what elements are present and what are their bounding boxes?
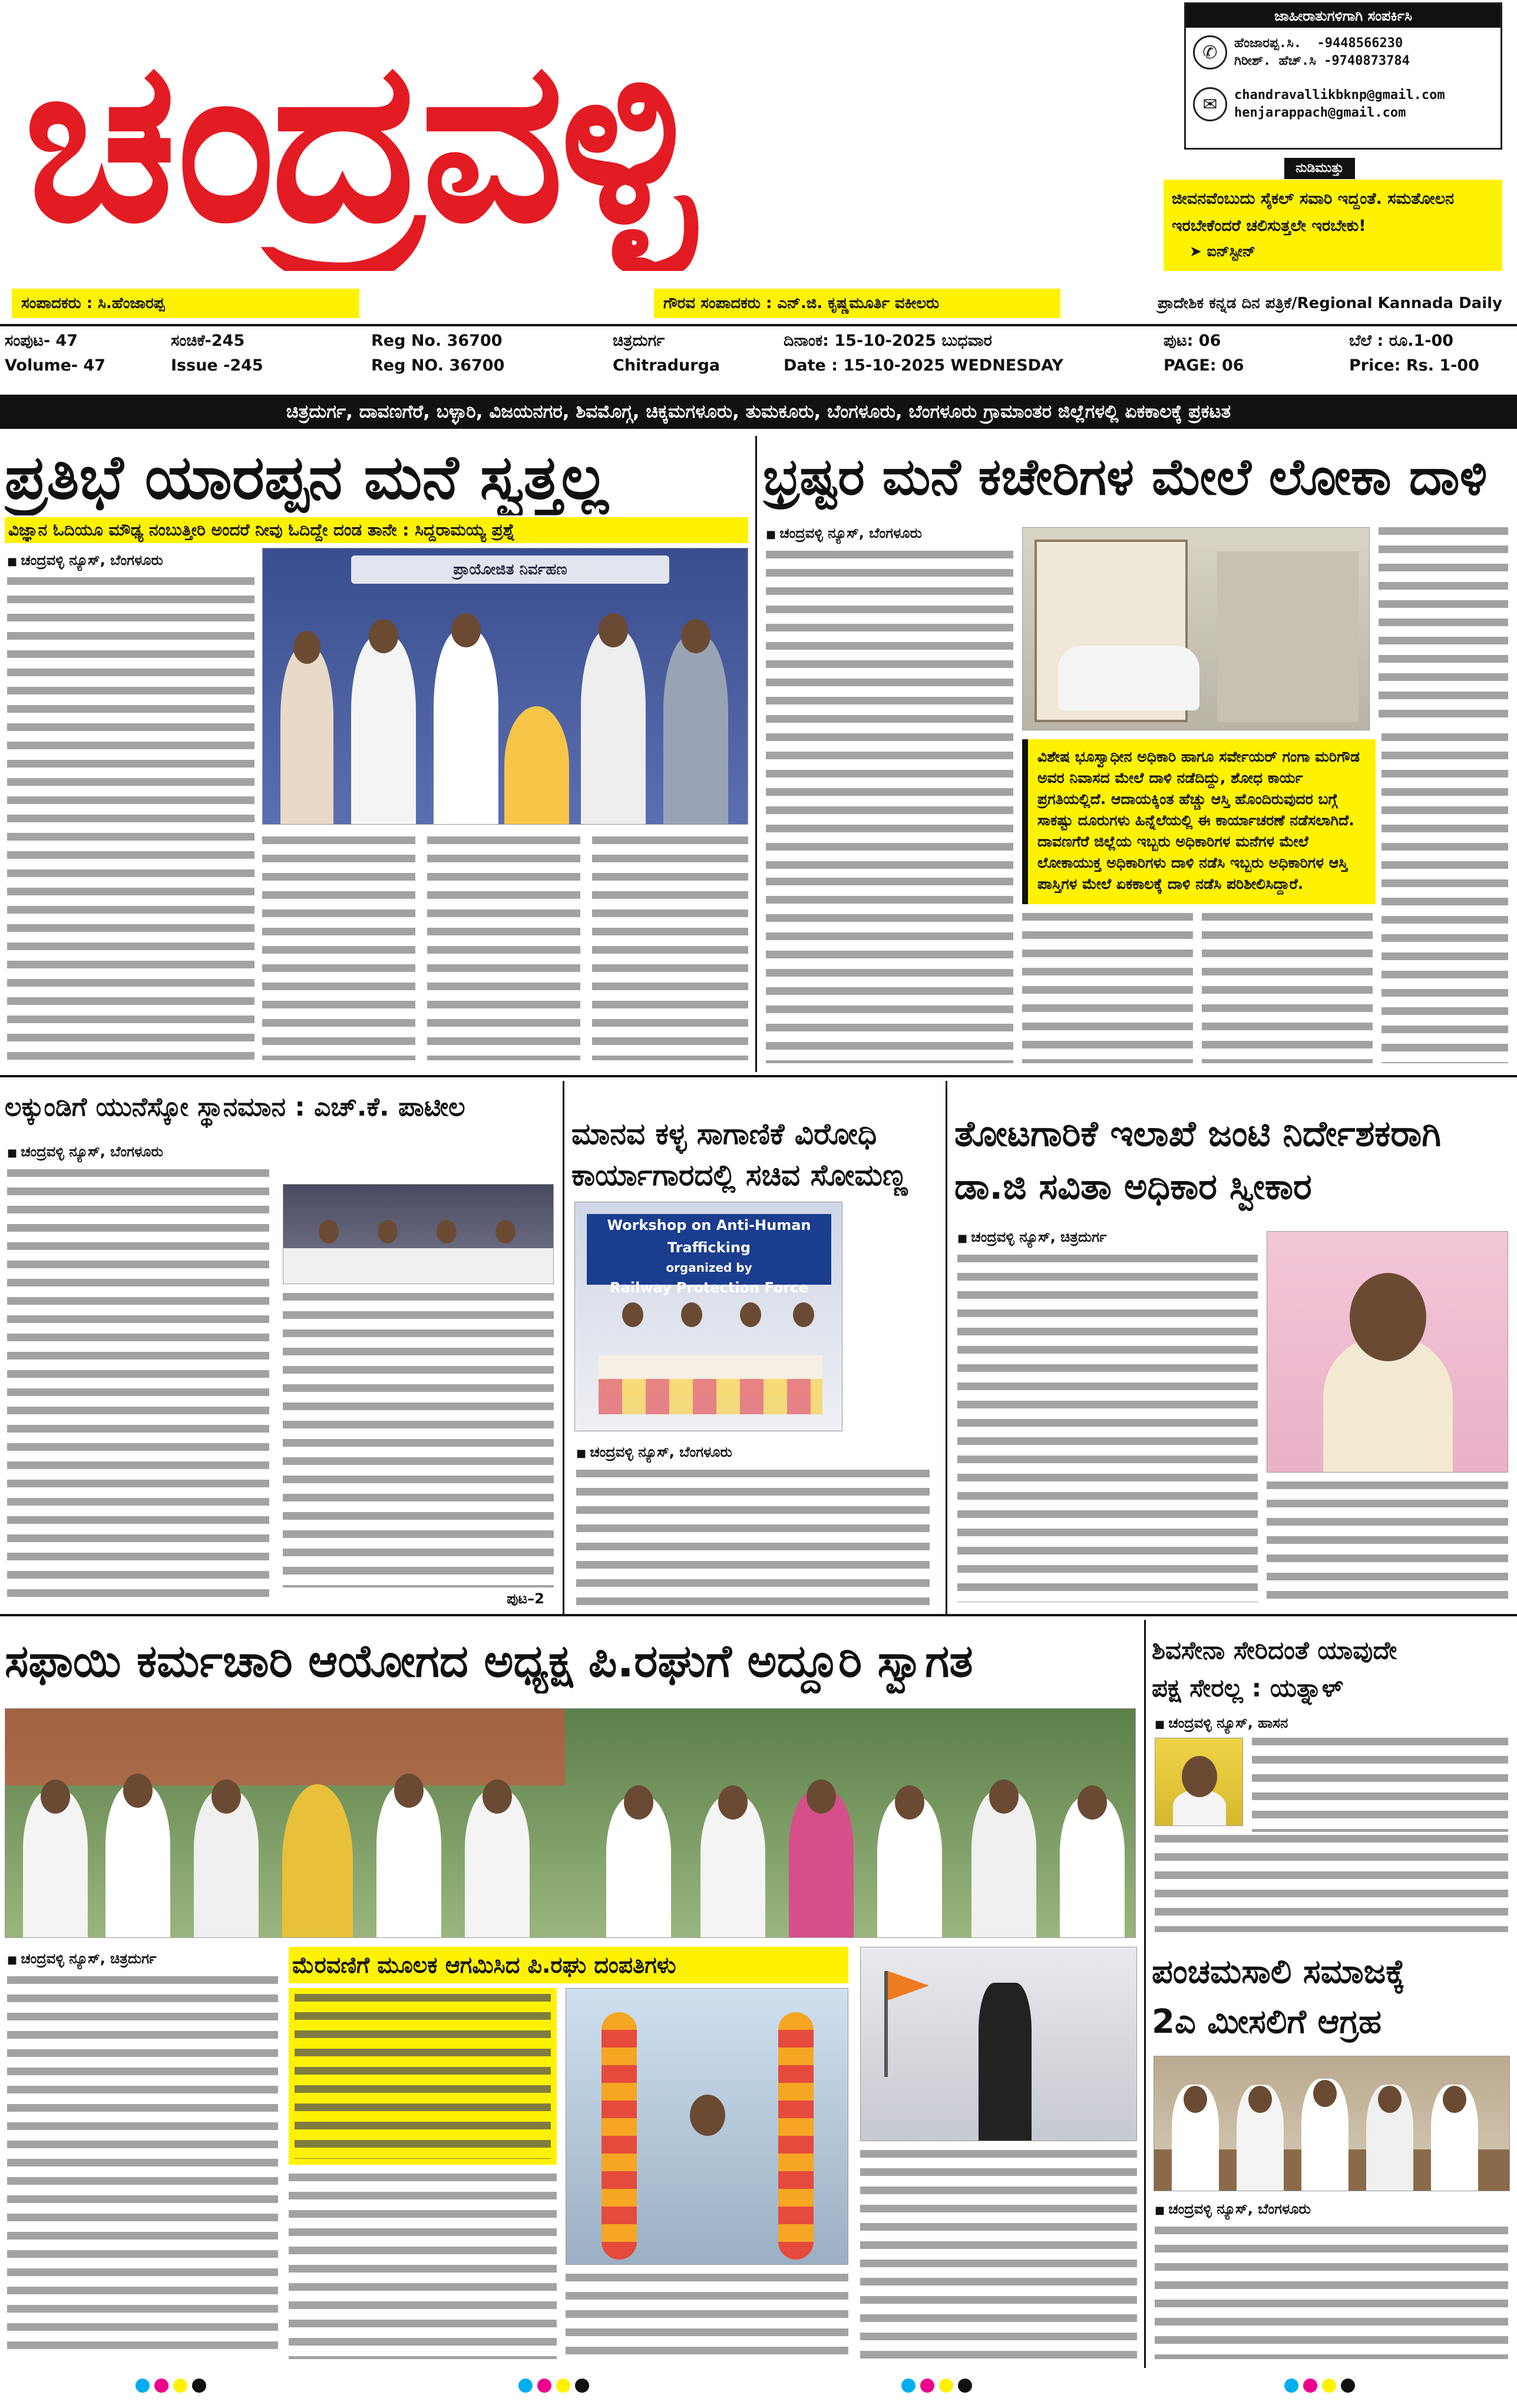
photo-trafficking-workshop [574, 1202, 842, 1431]
article-text-unesco-col-2 [283, 1293, 554, 1587]
article-text-lokayukta-col-5 [1022, 913, 1193, 1063]
article-text-horticulture-col-1 [957, 1255, 1258, 1602]
article-text-safai-col-1 [7, 1976, 278, 2359]
headline-lokayukta: ಭ್ರಷ್ಟರ ಮನೆ ಕಚೇರಿಗಳ ಮೇಲೆ ಲೋಕಾ ದಾಳಿ [763, 448, 1488, 507]
article-text-talent-col-4 [592, 836, 748, 1060]
workshop-banner-org: organized by [666, 1261, 752, 1275]
byline-safai: ■ ಚಂದ್ರವಳ್ಳಿ ನ್ಯೂಸ್, ಚಿತ್ರದುರ್ಗ [7, 1950, 157, 1969]
photo-safai-statue [860, 1947, 1137, 2141]
article-text-lokayukta-col-1 [766, 551, 1013, 869]
row-divider [0, 1075, 1517, 1077]
article-text-unesco-col-1 [7, 1169, 269, 1605]
article-text-lokayukta-col-6 [1202, 913, 1373, 1063]
issue-en: Issue -245 [171, 356, 263, 375]
photo-yatnal [1155, 1738, 1243, 1826]
headline-shivsena-2: ಪಕ್ಷ ಸೇರಲ್ಲ : ಯತ್ನಾಳ್ [1152, 1673, 1344, 1702]
article-text-safai-col-4 [860, 2150, 1137, 2359]
headline-panchamasali-2: 2ಎ ಮೀಸಲಿಗೆ ಆಗ್ರಹ [1152, 2003, 1382, 2041]
article-text-panchamasali [1155, 2227, 1508, 2359]
ad-email-row [1193, 87, 1445, 122]
article-text-shivsena-col-1 [1252, 1738, 1508, 1832]
ad-phone-2: ಗಿರೀಶ್. ಹೆಚ್.ಸಿ -9740873784 [1234, 54, 1410, 68]
byline-shivsena: ■ ಚಂದ್ರವಳ್ಳಿ ನ್ಯೂಸ್, ಹಾಸನ [1155, 1714, 1288, 1734]
date-en: Date : 15-10-2025 WEDNESDAY [784, 356, 1063, 375]
whatsapp-phone-icon: ✆ [1193, 35, 1227, 70]
headline-talent: ಪ್ರತಿಭೆ ಯಾರಪ್ಪನ ಮನೆ ಸ್ವತ್ತಲ್ಲ [5, 441, 609, 513]
workshop-banner-title: Workshop on Anti-Human Trafficking [607, 1217, 811, 1256]
page-number-kn: ಪುಟ: 06 [1164, 332, 1221, 350]
lokayukta-callout: ವಿಶೇಷ ಭೂಸ್ವಾಧೀನ ಅಧಿಕಾರಿ ಹಾಗೂ ಸರ್ವೇಯರ್ ಗಂಗಾ ಮರಿಗೌಡ ಅವರ ನಿವಾಸದ ಮೇಲೆ ದಾಳಿ ನಡೆದಿದ್ದು, ಶೋಧ ಕಾರ್ಯ ಪ್ರಗತಿಯಲ್ಲಿದೆ. ಆದಾಯಕ್ಕಿಂತ ಹೆಚ್ಚು ಆಸ್ತಿ ಹೊಂದಿರುವುದರ ಬಗ್ಗೆ ಸಾಕಷ್ಟು ದೂರುಗಳು ಹಿನ್ನೆಲೆಯಲ್ಲಿ ಈ ಕಾರ್ಯಾಚರಣೆ ನಡೆಸಲಾಗಿದೆ. ದಾವಣಗೆರೆ ಜಿಲ್ಲೆಯ ಇಬ್ಬರು ಅಧಿಕಾರಿಗಳ ಮನೆಗಳ ಮೇಲೆ ಲೋಕಾಯುಕ್ತ ಅಧಿಕಾರಿಗಳು ದಾಳಿ ನಡೆಸಿ ಇಬ್ಬರು ಅಧಿಕಾರಿಗಳ ಆಸ್ತಿ ಪಾಸ್ತಿಗಳ ಮೇಲೆ ಏಕಕಾಲಕ್ಕೆ ದಾಳಿ ನಡೆಸಿ ಪರಿಶೀಲಿಸಿದ್ದಾರೆ. [1022, 739, 1376, 904]
article-text-lokayukta-col-4 [1382, 733, 1508, 1063]
quote-author: ➤ ಐನ್‌ಸ್ಟೀನ್ [1189, 243, 1256, 260]
continued-marker: ಪುಟ–2 [507, 1590, 544, 1607]
article-text-trafficking [576, 1470, 930, 1608]
print-registration-marks [901, 2379, 972, 2393]
headline-panchamasali-1: ಪಂಚಮಸಾಲಿ ಸಮಾಜಕ್ಕೆ [1152, 1953, 1406, 1991]
print-registration-marks [518, 2379, 589, 2393]
byline-trafficking: ■ ಚಂದ್ರವಳ್ಳಿ ನ್ಯೂಸ್, ಬೆಂಗಳೂರು [576, 1443, 732, 1463]
headline-horticulture-2: ಡಾ.ಜಿ ಸವಿತಾ ಅಧಿಕಾರ ಸ್ವೀಕಾರ [954, 1166, 1312, 1208]
article-text-shivsena-col-2 [1155, 1835, 1508, 1932]
reg-number-2: Reg NO. 36700 [371, 356, 505, 375]
price-en: Price: Rs. 1-00 [1349, 356, 1479, 375]
column-rule [563, 1081, 564, 1614]
ad-email-2[interactable]: henjarappach@gmail.com [1234, 105, 1406, 120]
advertising-contact-box [1184, 2, 1502, 150]
workshop-banner-rpf: Railway Protection Force [610, 1279, 808, 1296]
date-kn: ದಿನಾಂಕ: 15-10-2025 ಬುಧವಾರ [784, 332, 992, 350]
reg-number-1: Reg No. 36700 [371, 332, 503, 350]
photo-safai-procession [566, 1988, 848, 2265]
article-text-lokayukta-col-2 [766, 878, 1013, 1063]
honorary-editor-name: ಗೌರವ ಸಂಪಾದಕರು : ಎನ್.ಜಿ. ಕೃಷ್ಣಮೂರ್ತಿ ವಕೀಲರು [654, 289, 1060, 318]
headline-trafficking-1: ಮಾನವ ಕಳ್ಳ ಸಾಗಾಣಿಕೆ ವಿರೋಧಿ [571, 1117, 877, 1151]
ad-phone-1: ಹೆಂಜಾರಪ್ಪ.ಸಿ. -9448566230 [1234, 36, 1403, 51]
byline-lokayukta: ■ ಚಂದ್ರವಳ್ಳಿ ನ್ಯೂಸ್, ಬೆಂಗಳೂರು [766, 524, 922, 544]
ad-phone-row [1193, 35, 1410, 70]
article-text-safai-highlight [295, 1994, 551, 2159]
byline-panchamasali: ■ ಚಂದ್ರವಳ್ಳಿ ನ್ಯೂಸ್, ಬೆಂಗಳೂರು [1155, 2200, 1311, 2220]
subhead-talent: ವಿಜ್ಞಾನ ಓದಿಯೂ ಮೌಢ್ಯ ನಂಬುತ್ತೀರಿ ಅಂದರೆ ನೀವು ಓದಿದ್ದೇ ದಂಡ ತಾನೇ : ಸಿದ್ದರಾಮಯ್ಯ ಪ್ರಶ್ನೆ [8, 520, 515, 540]
headline-horticulture-1: ತೋಟಗಾರಿಕೆ ಇಲಾಖೆ ಜಂಟಿ ನಿರ್ದೇಶಕರಾಗಿ [954, 1113, 1442, 1155]
photo-talent-event [262, 548, 748, 825]
article-text-talent-col-1 [7, 577, 255, 1060]
headline-unesco: ಲಕ್ಕುಂಡಿಗೆ ಯುನೆಸ್ಕೋ ಸ್ಥಾನಮಾನ : ಎಚ್.ಕೆ. ಪಾಟೀಲ [5, 1092, 465, 1122]
city-kn: ಚಿತ್ರದುರ್ಗ [613, 332, 665, 350]
photo-panchamasali-meeting [1154, 2056, 1510, 2191]
row-divider [0, 1614, 1517, 1616]
photo-unesco-meeting [283, 1184, 554, 1284]
regional-tagline: ಪ್ರಾದೇಶಿಕ ಕನ್ನಡ ದಿನ ಪತ್ರಿಕೆ/Regional Kannada Daily [1157, 295, 1502, 312]
envelope-icon: ✉ [1193, 87, 1227, 121]
volume-kn: ಸಂಪುಟ- 47 [5, 332, 78, 350]
quote-tab: ನುಡಿಮುತ್ತು [1284, 158, 1355, 179]
subhead-safai: ಮೆರವಣಿಗೆ ಮೂಲಕ ಆಗಮಿಸಿದ ಪಿ.ರಘು ದಂಪತಿಗಳು [292, 1952, 676, 1978]
masthead-divider [0, 324, 1517, 326]
page-number-en: PAGE: 06 [1164, 356, 1244, 375]
print-registration-marks [135, 2379, 206, 2393]
column-rule [946, 1081, 947, 1614]
article-text-horticulture-col-2 [1267, 1481, 1508, 1605]
headline-safai: ಸಫಾಯಿ ಕರ್ಮಚಾರಿ ಆಯೋಗದ ಅಧ್ಯಕ್ಷ ಪಿ.ರಘುಗೆ ಅದ್ದೂರಿ ಸ್ವಾಗತ [5, 1635, 973, 1687]
article-text-lokayukta-col-3 [1379, 527, 1508, 722]
byline-talent: ■ ಚಂದ್ರವಳ್ಳಿ ನ್ಯೂಸ್, ಬೆಂಗಳೂರು [7, 551, 163, 571]
price-kn: ಬೆಲೆ : ರೂ.1-00 [1349, 332, 1454, 350]
ad-email-1[interactable]: chandravallikbknp@gmail.com [1234, 88, 1445, 102]
quote-box [1164, 180, 1502, 271]
article-text-talent-col-2 [262, 836, 415, 1060]
article-text-safai-col-2 [289, 2174, 557, 2359]
ad-box-header: ಜಾಹೀರಾತುಗಳಿಗಾಗಿ ಸಂಪರ್ಕಿಸಿ [1186, 4, 1501, 28]
article-text-talent-col-3 [427, 836, 580, 1060]
print-registration-marks [1284, 2379, 1355, 2393]
column-rule [755, 436, 757, 1072]
byline-horticulture: ■ ಚಂದ್ರವಳ್ಳಿ ನ್ಯೂಸ್, ಚಿತ್ರದುರ್ಗ [957, 1228, 1107, 1248]
photo-safai-welcome [5, 1708, 1136, 1938]
issue-kn: ಸಂಚಿಕೆ-245 [171, 332, 245, 350]
article-text-safai-col-3 [566, 2274, 848, 2359]
photo-stage-banner: ಪ್ರಾಯೋಜಿತ ನಿರ್ವಹಣ [351, 555, 669, 584]
photo-lokayukta-house [1022, 527, 1370, 730]
district-coverage-bar: ಚಿತ್ರದುರ್ಗ, ದಾವಣಗೆರೆ, ಬಳ್ಳಾರಿ, ವಿಜಯನಗರ, ಶಿವಮೊಗ್ಗ, ಚಿಕ್ಕಮಗಳೂರು, ತುಮಕೂರು, ಬೆಂಗಳೂರು, ಬೆಂಗಳೂರು ಗ್ರಾಮಾಂತರ ಜಿಲ್ಲೆಗಳಲ್ಲಿ ಏಕಕಾಲಕ್ಕೆ ಪ್ರಕಟತ [0, 395, 1517, 429]
city-en: Chitradurga [613, 356, 721, 375]
quote-text: ಜೀವನವೆಂಬುದು ಸೈಕಲ್ ಸವಾರಿ ಇದ್ದಂತೆ. ಸಮತೋಲನ ಇರಬೇಕೆಂದರೆ ಚಲಿಸುತ್ತಲೇ ಇರಬೇಕು! [1172, 190, 1455, 235]
column-rule [1144, 1620, 1146, 2368]
volume-en: Volume- 47 [5, 356, 106, 375]
byline-unesco: ■ ಚಂದ್ರವಳ್ಳಿ ನ್ಯೂಸ್, ಬೆಂಗಳೂರು [7, 1143, 163, 1162]
editor-name: ಸಂಪಾದಕರು : ಸಿ.ಹೆಂಜಾರಪ್ಪ [12, 289, 359, 318]
photo-dr-savitha [1267, 1231, 1508, 1473]
headline-trafficking-2: ಕಾರ್ಯಾಗಾರದಲ್ಲಿ ಸಚಿವ ಸೋಮಣ್ಣ [571, 1158, 908, 1192]
masthead-title: ಚಂದ್ರವಳ್ಳಿ [24, 12, 692, 271]
headline-shivsena-1: ಶಿವಸೇನಾ ಸೇರಿದಂತೆ ಯಾವುದೇ [1152, 1636, 1397, 1665]
